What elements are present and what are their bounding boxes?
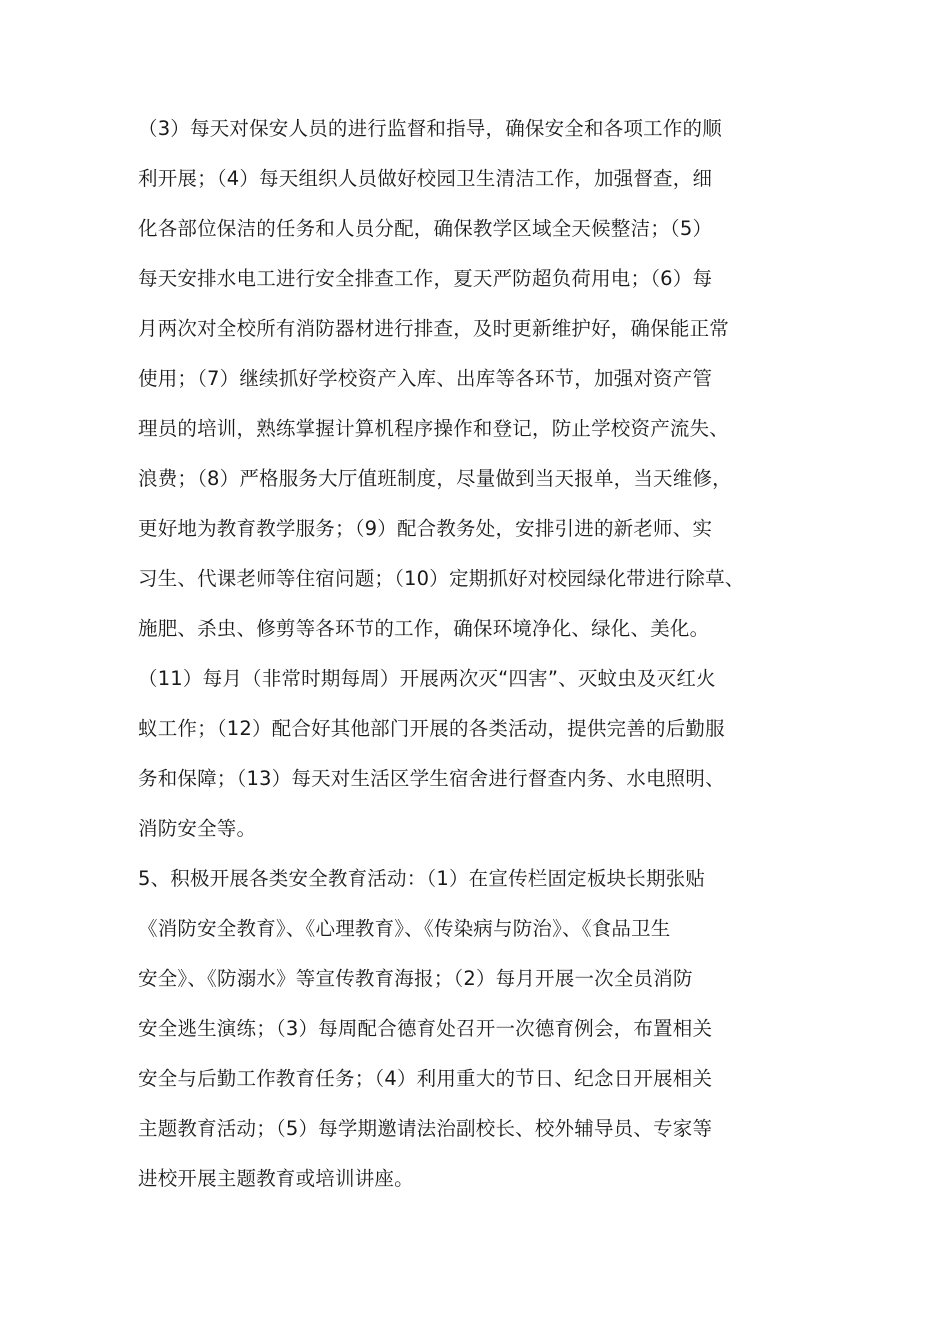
text-line: 5、积极开展各类安全教育活动：（1）在宣传栏固定板块长期张贴 (138, 867, 706, 890)
text-line: 安全与后勤工作教育任务；（4）利用重大的节日、纪念日开展相关 (138, 1067, 713, 1090)
text-line: 进校开展主题教育或培训讲座。 (138, 1167, 414, 1190)
text-line: 浪费；（8）严格服务大厅值班制度，尽量做到当天报单，当天维修， (138, 467, 732, 490)
text-line: 安全》、《防溺水》等宣传教育海报；（2）每月开展一次全员消防 (138, 967, 693, 990)
text-line: 月两次对全校所有消防器材进行排查，及时更新维护好，确保能正常 (138, 317, 730, 340)
document-body (138, 104, 838, 1204)
text-line: 利开展；（4）每天组织人员做好校园卫生清洁工作，加强督查，细 (138, 167, 713, 190)
text-line: 施肥、杀虫、修剪等各环节的工作，确保环境净化、绿化、美化。 (138, 617, 710, 640)
text-line: 蚁工作；（12）配合好其他部门开展的各类活动，提供完善的后勤服 (138, 717, 725, 740)
text-line: 主题教育活动；（5）每学期邀请法治副校长、校外辅导员、专家等 (138, 1117, 713, 1140)
text-line: 务和保障；（13）每天对生活区学生宿舍进行督查内务、水电照明、 (138, 767, 725, 790)
text-line: （3）每天对保安人员的进行监督和指导，确保安全和各项工作的顺 (138, 117, 722, 140)
text-line: 更好地为教育教学服务；（9）配合教务处，安排引进的新老师、实 (138, 517, 713, 540)
text-line: 《消防安全教育》、《心理教育》、《传染病与防治》、《食品卫生 (138, 917, 671, 940)
text-line: 每天安排水电工进行安全排查工作，夏天严防超负荷用电；（6）每 (138, 267, 713, 290)
text-line: 使用；（7）继续抓好学校资产入库、出库等各环节，加强对资产管 (138, 367, 713, 390)
text-line: （11）每月（非常时期每周）开展两次灭“四害”、灭蚊虫及灭红火 (138, 667, 716, 690)
text-line: 化各部位保洁的任务和人员分配，确保教学区域全天候整洁；（5） (138, 217, 713, 240)
text-line: 理员的培训，熟练掌握计算机程序操作和登记，防止学校资产流失、 (138, 417, 730, 440)
text-line: 习生、代课老师等住宿问题；（10）定期抓好对校园绿化带进行除草、 (138, 567, 745, 590)
text-line: 安全逃生演练；（3）每周配合德育处召开一次德育例会，布置相关 (138, 1017, 713, 1040)
text-line: 消防安全等。 (138, 817, 257, 840)
